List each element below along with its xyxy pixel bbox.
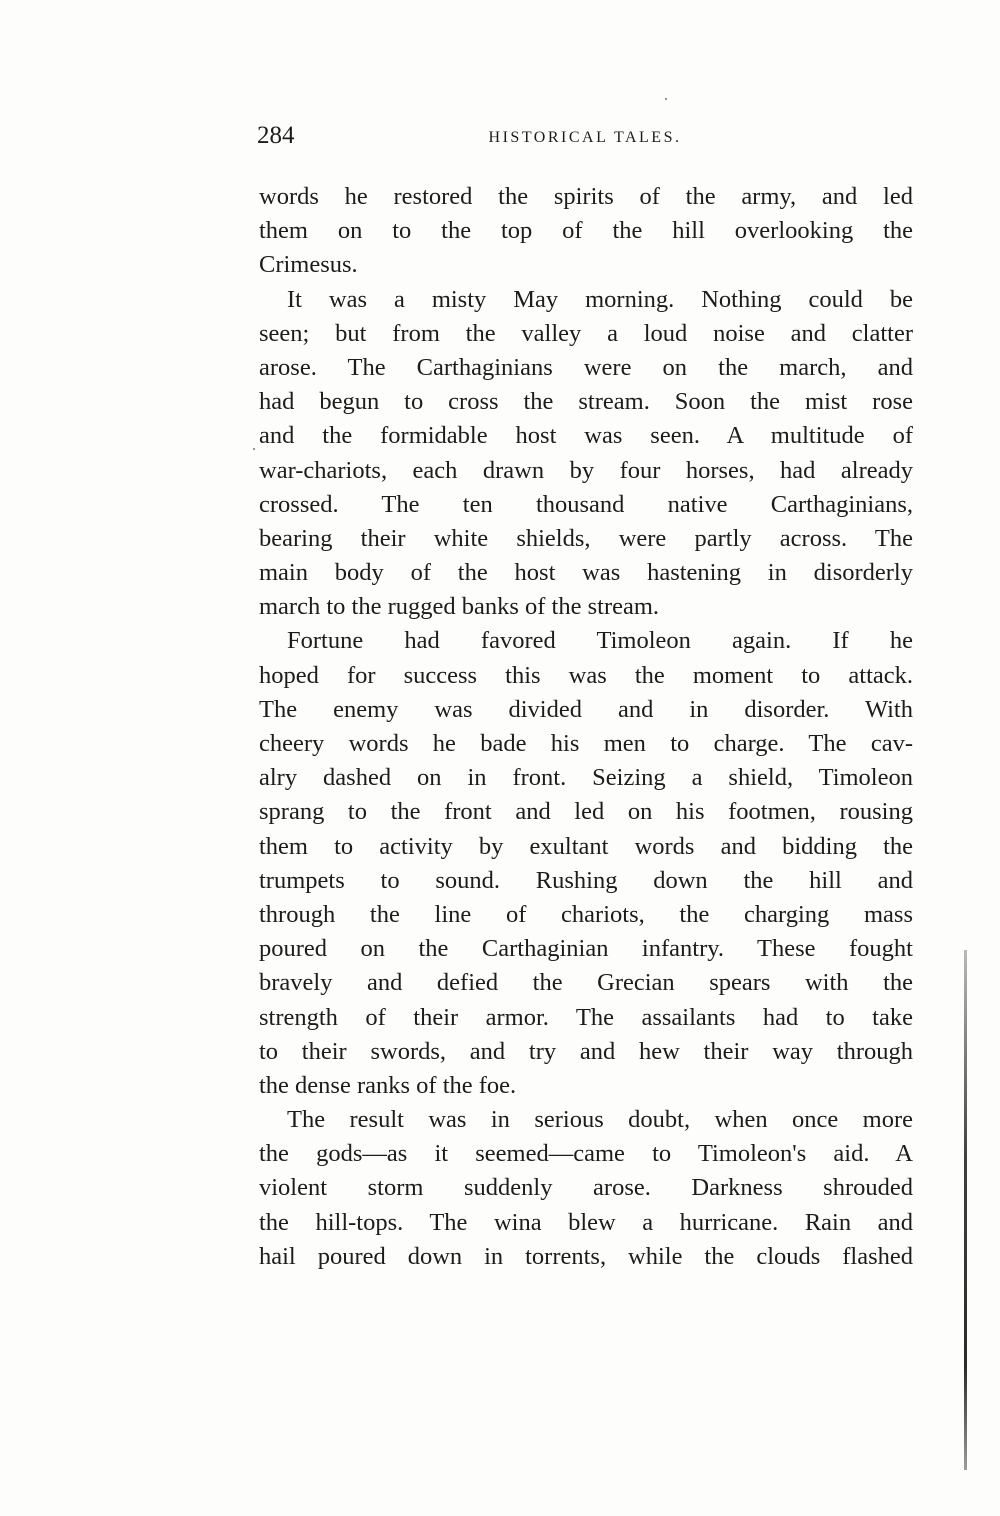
page-number: 284 xyxy=(257,122,295,149)
text-line: through the line of chariots, the charging mass xyxy=(259,900,913,928)
text-line: Crimesus. xyxy=(259,251,358,279)
body-text xyxy=(259,180,913,1274)
text-line: alry dashed on in front. Seizing a shield, Timoleon xyxy=(259,764,913,792)
page-header xyxy=(257,122,913,158)
text-line: to their swords, and try and hew their way through xyxy=(259,1037,913,1065)
text-line: The result was in serious doubt, when once more xyxy=(287,1106,913,1134)
running-head: HISTORICAL TALES. xyxy=(488,129,682,146)
text-line: bravely and defied the Grecian spears with the xyxy=(259,969,913,997)
text-line: strength of their armor. The assailants had to take xyxy=(259,1003,913,1031)
text-line: bearing their white shields, were partly across. The xyxy=(259,524,913,552)
text-line: words he restored the spirits of the army, and led xyxy=(259,183,913,210)
paragraph-3 xyxy=(259,624,913,1103)
paragraph-1 xyxy=(259,180,913,283)
text-line: had begun to cross the stream. Soon the mist rose xyxy=(259,388,913,416)
text-line: main body of the host was hastening in disorderly xyxy=(259,559,913,587)
text-line: crossed. The ten thousand native Carthaginians, xyxy=(259,490,913,518)
text-line: seen; but from the valley a loud noise and clatter xyxy=(259,319,913,347)
text-line: violent storm suddenly arose. Darkness shrouded xyxy=(259,1174,913,1202)
paragraph-4 xyxy=(259,1103,913,1274)
text-line: the gods—as it seemed—came to Timoleon's aid. A xyxy=(259,1140,913,1168)
text-line: Fortune had favored Timoleon again. If he xyxy=(287,627,913,655)
paper-speck xyxy=(253,448,255,450)
text-line: hoped for success this was the moment to attack. xyxy=(259,661,913,689)
text-line: sprang to the front and led on his footmen, rousing xyxy=(259,798,913,826)
paragraph-2 xyxy=(259,283,913,625)
text-line: the dense ranks of the foe. xyxy=(259,1071,517,1099)
text-line: hail poured down in torrents, while the clouds flashed xyxy=(259,1242,913,1270)
text-line: and the formidable host was seen. A multitude of xyxy=(259,422,913,450)
text-line: them on to the top of the hill overlooking the xyxy=(259,217,913,245)
text-line: them to activity by exultant words and bidding the xyxy=(259,832,913,860)
page-binding-edge xyxy=(964,950,967,1470)
text-line: march to the rugged banks of the stream. xyxy=(259,593,660,621)
text-line: poured on the Carthaginian infantry. These fought xyxy=(259,935,913,963)
text-line: war-chariots, each drawn by four horses, had already xyxy=(259,456,913,484)
text-line: cheery words he bade his men to charge. The cav- xyxy=(259,730,913,757)
text-line: arose. The Carthaginians were on the march, and xyxy=(259,353,913,381)
text-line: It was a misty May morning. Nothing could be xyxy=(287,285,913,313)
text-line: trumpets to sound. Rushing down the hill and xyxy=(259,866,913,894)
paper-speck xyxy=(665,98,667,100)
text-line: the hill-tops. The wina blew a hurricane. Rain and xyxy=(259,1208,913,1236)
text-line: The enemy was divided and in disorder. With xyxy=(259,695,913,723)
